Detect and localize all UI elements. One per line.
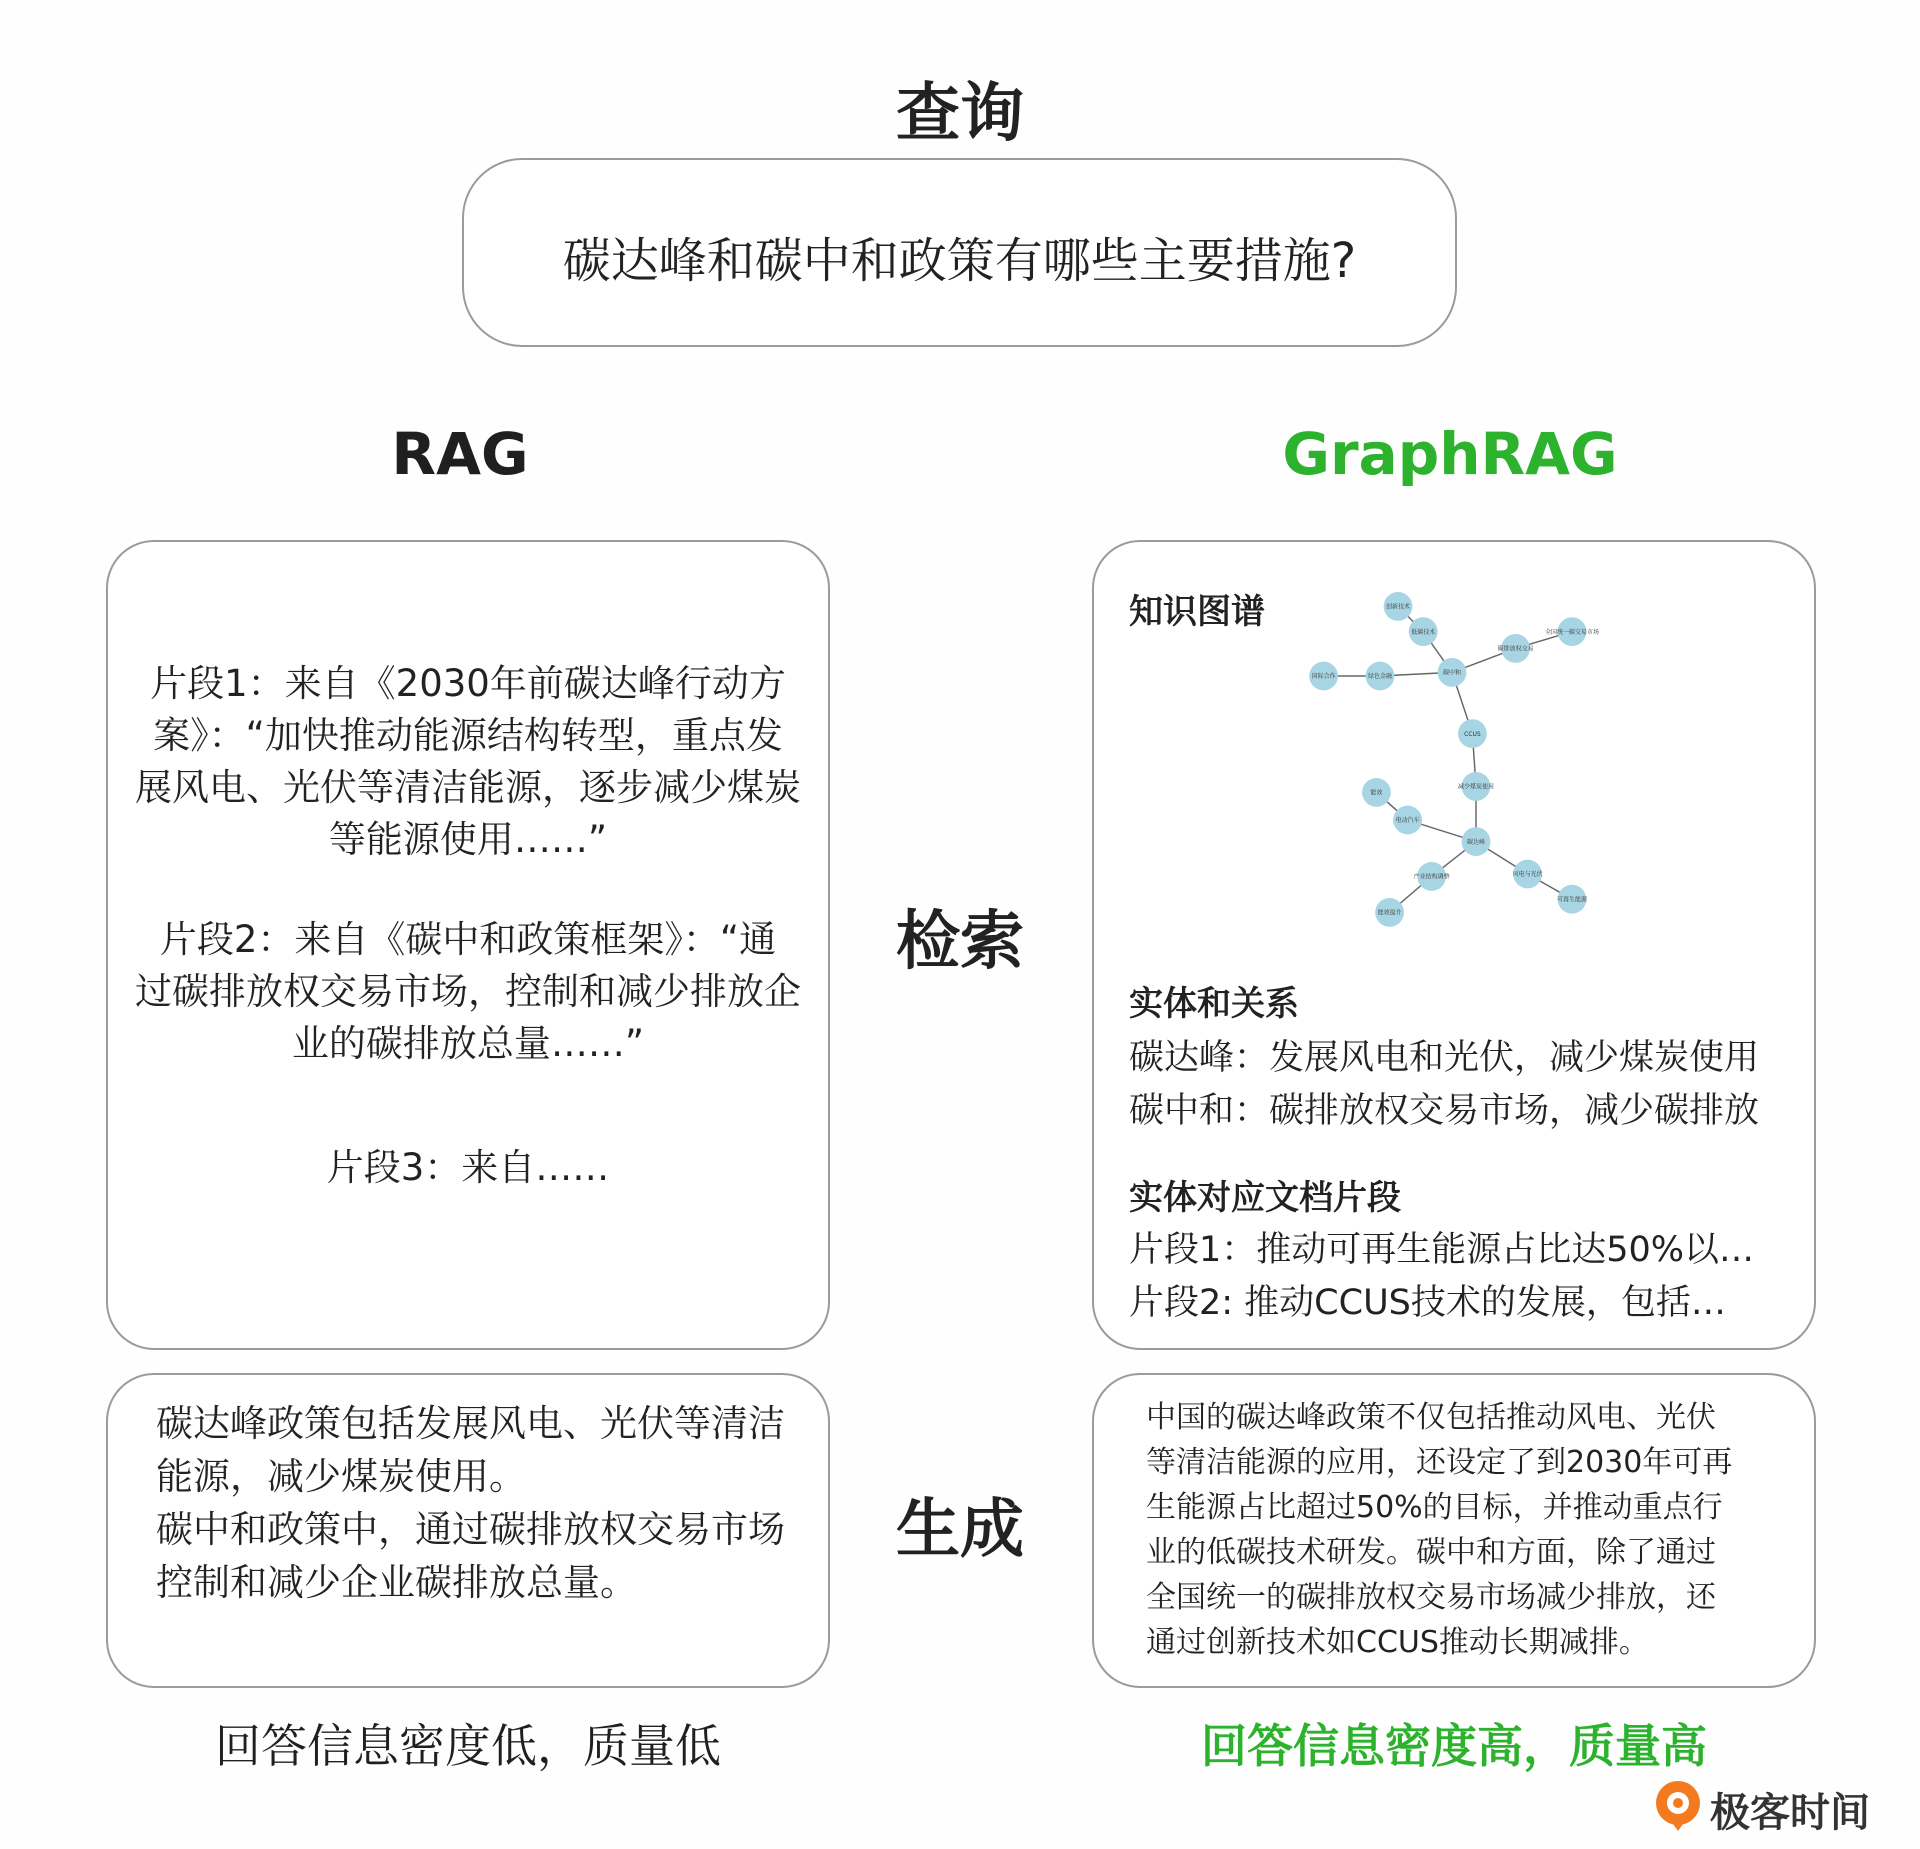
- rag-fragment-2-line: 过碳排放权交易市场，控制和减少排放企: [135, 970, 801, 1013]
- doc-fragment: 片段2: 推动CCUS技术的发展，包括…: [1129, 1283, 1726, 1323]
- kg-node-label: 全国统一碳交易市场: [1544, 628, 1600, 636]
- kg-node-label: 可再生能源: [1556, 896, 1588, 904]
- kg-node: [1393, 806, 1422, 835]
- rag-title: RAG: [391, 420, 529, 488]
- graphrag-generation-line: 生能源占比超过50%的目标，并推动重点行: [1146, 1490, 1723, 1525]
- rag-fragment-1: [128, 658, 808, 866]
- knowledge-graph: [1302, 580, 1662, 940]
- entities-title: 实体和关系: [1129, 984, 1299, 1024]
- kg-node: [1309, 662, 1338, 691]
- rag-generation-text: [156, 1397, 798, 1609]
- rag-fragment-1-line: 展风电、光伏等清洁能源，逐步减少煤炭: [135, 766, 801, 809]
- entity-name: 碳中和：: [1129, 1091, 1270, 1131]
- graphrag-generation-box: [1092, 1373, 1816, 1688]
- kg-node-label: 低碳技术: [1411, 628, 1436, 636]
- geektime-logo-icon: [1650, 1777, 1706, 1833]
- graphrag-retrieval-box: [1092, 540, 1816, 1350]
- kg-node: [1384, 592, 1413, 621]
- docs-title: 实体对应文档片段: [1129, 1178, 1401, 1218]
- kg-node-label: 能效: [1370, 789, 1383, 797]
- kg-node-label: 减少煤炭使用: [1457, 783, 1495, 791]
- brand-logo: [1650, 1775, 1890, 1835]
- entity-desc: 碳排放权交易市场，减少碳排放: [1269, 1091, 1760, 1131]
- kg-node-label: 风电与光伏: [1512, 871, 1543, 879]
- entity-desc: 发展风电和光伏，减少煤炭使用: [1269, 1038, 1760, 1078]
- rag-fragment-3-line: 片段3：来自……: [326, 1146, 610, 1189]
- rag-generation-line: 控制和减少企业碳排放总量。: [156, 1561, 637, 1604]
- rag-generation-line: 碳中和政策中，通过碳排放权交易市场: [156, 1508, 785, 1551]
- kg-node: [1375, 898, 1404, 927]
- graphrag-generation-line: 业的低碳技术研发。碳中和方面，除了通过: [1146, 1535, 1716, 1570]
- query-box: [462, 158, 1457, 347]
- graphrag-generation-line: 全国统一的碳排放权交易市场减少排放，还: [1146, 1580, 1716, 1615]
- kg-node: [1458, 719, 1487, 748]
- rag-fragment-3: [128, 1142, 808, 1194]
- brand-name: 极客时间: [1710, 1790, 1870, 1836]
- kg-node-label: 国际合作: [1311, 673, 1336, 681]
- kg-node-label: CCUS: [1464, 730, 1481, 738]
- knowledge-graph-title: 知识图谱: [1129, 592, 1265, 632]
- entity-name: 碳达峰：: [1129, 1038, 1270, 1078]
- entity-row: [1129, 1083, 1759, 1133]
- kg-node-label: 能效提升: [1377, 909, 1402, 917]
- kg-node-label: 碳排放权交易: [1497, 645, 1534, 653]
- kg-node: [1545, 617, 1599, 646]
- rag-generation-line: 能源，减少煤炭使用。: [156, 1455, 526, 1498]
- query-text: 碳达峰和碳中和政策有哪些主要措施?: [562, 233, 1357, 289]
- rag-generation-box: [106, 1373, 830, 1688]
- rag-fragment-1-line: 片段1：来自《2030年前碳达峰行动方: [150, 662, 786, 705]
- kg-node-label: 创新技术: [1385, 603, 1411, 611]
- graphrag-generation-text: [1146, 1395, 1774, 1665]
- rag-generation-line: 碳达峰政策包括发展风电、光伏等清洁: [156, 1402, 785, 1445]
- rag-fragment-1-line: 案》：“加快推动能源结构转型，重点发: [153, 714, 783, 757]
- rag-fragment-1-line: 等能源使用……”: [328, 818, 608, 861]
- graphrag-generation-line: 中国的碳达峰政策不仅包括推动风电、光伏: [1146, 1400, 1716, 1435]
- graphrag-generation-line: 等清洁能源的应用，还设定了到2030年可再: [1146, 1445, 1733, 1480]
- rag-verdict: 回答信息密度低，质量低: [215, 1719, 721, 1773]
- kg-node: [1438, 658, 1467, 687]
- graphrag-title: GraphRAG: [1282, 420, 1618, 488]
- rag-fragment-2-line: 业的碳排放总量……”: [291, 1022, 645, 1065]
- retrieval-label: 检索: [896, 905, 1024, 979]
- kg-node: [1513, 860, 1543, 889]
- kg-node: [1462, 827, 1491, 856]
- rag-fragment-2: [128, 914, 808, 1070]
- generation-label: 生成: [896, 1493, 1024, 1567]
- kg-node-label: 碳达峰: [1466, 838, 1486, 846]
- kg-node: [1557, 885, 1588, 914]
- doc-fragment: 片段1：推动可再生能源占比达50%以…: [1129, 1230, 1755, 1270]
- entity-row: [1129, 1030, 1759, 1080]
- kg-node-label: 产业结构调整: [1413, 873, 1450, 881]
- rag-fragment-2-line: 片段2：来自《碳中和政策框架》：“通: [159, 918, 777, 961]
- kg-node: [1366, 662, 1395, 691]
- kg-node-label: 碳中和: [1442, 669, 1462, 677]
- kg-node-label: 电动汽车: [1395, 817, 1420, 825]
- kg-node: [1362, 778, 1391, 807]
- query-title: 查询: [896, 77, 1024, 151]
- graphrag-verdict: 回答信息密度高，质量高: [1201, 1719, 1707, 1773]
- graphrag-generation-line: 通过创新技术如CCUS推动长期减排。: [1146, 1625, 1649, 1660]
- kg-node: [1409, 617, 1438, 646]
- kg-node: [1458, 772, 1494, 801]
- kg-node: [1498, 634, 1534, 663]
- rag-retrieval-box: [106, 540, 830, 1350]
- kg-node-label: 绿色金融: [1367, 673, 1393, 681]
